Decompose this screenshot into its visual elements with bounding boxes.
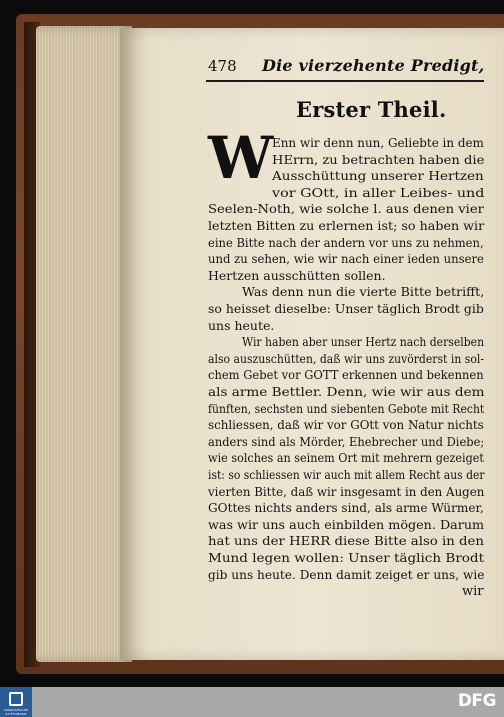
page-number: 478 <box>208 57 237 75</box>
text-line: Mund legen wollen: Unser täglich Brodt <box>208 550 485 565</box>
text-line: also auszuschütten, daß wir uns zuvörderst in sol- <box>208 350 484 366</box>
page-edges <box>36 26 132 662</box>
section-title: Erster Theil. <box>296 97 447 122</box>
text-line: vor GOtt, in aller Leibes- und <box>272 184 485 200</box>
header-rule <box>206 80 484 82</box>
text-line: so heisset dieselbe: Unser täglich Brodt gib <box>208 301 484 316</box>
institution-logo[interactable] <box>0 687 32 717</box>
text-line: was wir uns auch einbilden mögen. Darum <box>208 516 485 532</box>
text-line: Enn wir denn nun, Geliebte in dem <box>272 135 484 150</box>
text-line: wie solches an seinem Ort mit mehrern gezeiget <box>208 450 484 466</box>
text-line: letzten Bitten zu erlernen ist; so haben wir <box>208 218 485 233</box>
text-line: eine Bitte nach der andern vor uns zu nehmen, <box>208 234 484 250</box>
text-line: vierten Bitte, daß wir insgesamt in den Augen <box>208 483 485 499</box>
text-line: HErrn, zu betrachten haben die <box>272 151 485 167</box>
text-line: ist: so schliessen wir auch mit allem Recht aus der <box>208 467 485 482</box>
text-line: Seelen-Noth, wie solche l. aus denen vier <box>208 201 484 217</box>
logo-text: FRANCKESCHE STIFTUNGEN <box>3 708 29 716</box>
dfg-logo[interactable]: DFG <box>457 691 496 711</box>
text-line: anders sind als Mörder, Ehebrecher und Diebe; <box>208 433 485 449</box>
text-line: Was denn nun die vierte Bitte betrifft, <box>242 284 485 300</box>
text-line: GOttes nichts anders sind, als arme Würmer, <box>208 500 484 516</box>
text-line: gib uns heute. Denn damit zeiget er uns, wie <box>208 566 485 582</box>
viewer-footer-bar <box>0 687 504 717</box>
text-line: Ausschüttung unserer Hertzen <box>272 168 484 184</box>
running-head: Die vierzehente Predigt, <box>262 56 485 75</box>
text-line: Hertzen ausschütten sollen. <box>208 267 386 283</box>
text-line: und zu sehen, wie wir nach einer ieden unsere <box>208 251 484 267</box>
text-line: uns heute. <box>208 317 275 333</box>
text-line: chem Gebet vor GOTT erkennen und bekennen <box>208 367 484 383</box>
text-line: Wir haben aber unser Hertz nach derselben <box>242 334 485 350</box>
text-line: als arme Bettler. Denn, wie wir aus dem <box>208 384 485 399</box>
catchword: wir <box>462 584 484 600</box>
text-line: fünften, sechsten und siebenten Gebote mit Recht <box>208 400 485 416</box>
logo-mark-icon <box>9 692 23 706</box>
text-line: hat uns der HERR diese Bitte also in den <box>208 533 484 549</box>
text-line: schliessen, daß wir vor GOtt von Natur nichts <box>208 417 484 433</box>
dropcap-initial: W <box>208 124 274 192</box>
